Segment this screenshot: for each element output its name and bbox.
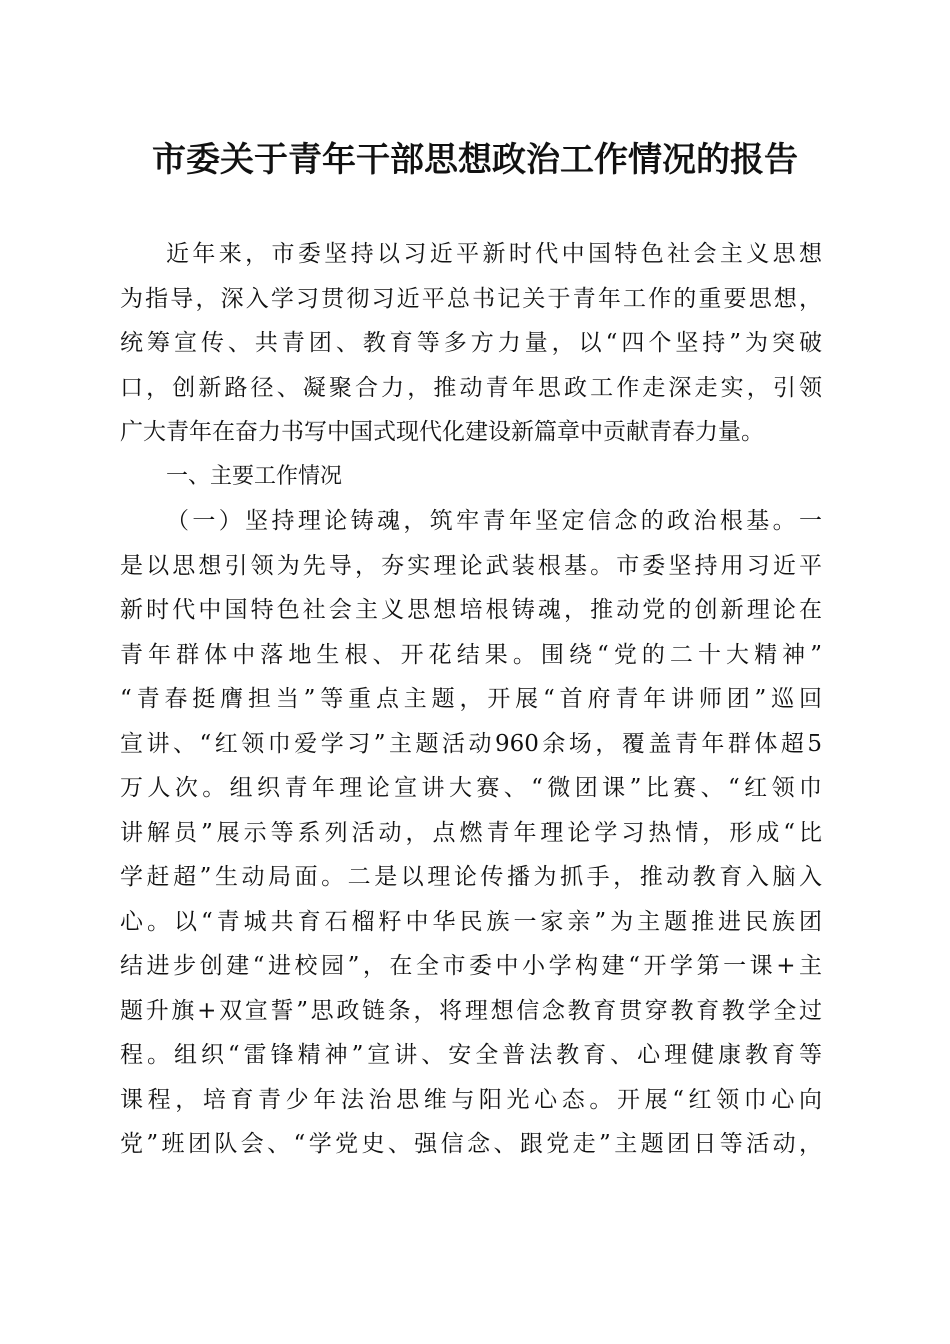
paragraph-line: 近年来，市委坚持以习近平新时代中国特色社会主义思想 xyxy=(166,241,822,267)
subsection-line: （一）坚持理论铸魂，筑牢青年坚定信念的政治根基。一 xyxy=(166,508,822,534)
paragraph-line: 为指导，深入学习贯彻习近平总书记关于青年工作的重要思想， xyxy=(120,285,822,312)
paragraph-line: 宣讲、“红领巾爱学习”主题活动960余场，覆盖青年群体超5 xyxy=(120,730,822,757)
paragraph-line: 统筹宣传、共青团、教育等多方力量，以“四个坚持”为突破 xyxy=(120,330,822,356)
paragraph-line: 口，创新路径、凝聚合力，推动青年思政工作走深走实，引领 xyxy=(120,374,822,401)
paragraph-line: 课程，培育青少年法治思维与阳光心态。开展“红领巾心向 xyxy=(120,1086,822,1113)
paragraph-line: 青年群体中落地生根、开花结果。围绕“党的二十大精神” xyxy=(120,641,822,668)
paragraph-line: 广大青年在奋力书写中国式现代化建设新篇章中贡献青春力量。 xyxy=(120,419,764,445)
paragraph-line: 心。以“青城共育石榴籽中华民族一家亲”为主题推进民族团 xyxy=(120,908,822,935)
paragraph-line: 题升旗+双宣誓”思政链条，将理想信念教育贯穿教育教学全过 xyxy=(120,997,822,1024)
paragraph-line: 结进步创建“进校园”，在全市委中小学构建“开学第一课+主 xyxy=(120,953,822,979)
paragraph-line: 是以思想引领为先导，夯实理论武装根基。市委坚持用习近平 xyxy=(120,552,822,579)
paragraph-line: 新时代中国特色社会主义思想培根铸魂，推动党的创新理论在 xyxy=(120,597,822,623)
paragraph-line: 程。组织“雷锋精神”宣讲、安全普法教育、心理健康教育等 xyxy=(120,1042,822,1068)
paragraph-line: “青春挺膺担当”等重点主题，开展“首府青年讲师团”巡回 xyxy=(120,686,822,712)
paragraph-line: 党”班团队会、“学党史、强信念、跟党走”主题团日等活动， xyxy=(120,1131,822,1157)
document-title: 市委关于青年干部思想政治工作情况的报告 xyxy=(152,140,798,180)
document-body xyxy=(120,232,822,1167)
paragraph-line: 讲解员”展示等系列活动，点燃青年理论学习热情，形成“比 xyxy=(120,819,822,846)
section-heading: 一、主要工作情况 xyxy=(166,463,343,489)
paragraph-line: 万人次。组织青年理论宣讲大赛、“微团课”比赛、“红领巾 xyxy=(120,775,822,801)
paragraph-line: 学赶超”生动局面。二是以理论传播为抓手，推动教育入脑入 xyxy=(120,864,822,890)
